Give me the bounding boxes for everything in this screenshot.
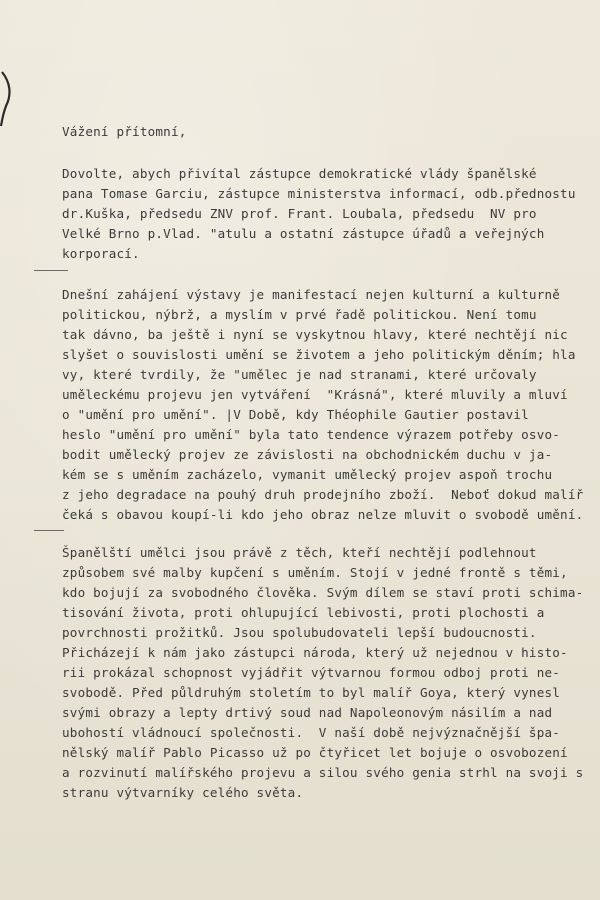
text-line: a rozvinutí malířského projevu a silou svého genia strhl na svoji s	[62, 765, 584, 780]
text-line: politickou, nýbrž, a myslím v prvé řadě politickou. Není tomu	[62, 307, 537, 322]
text-line: rii prokázal schopnost vyjádřit výtvarnou formou odboj proti ne-	[62, 665, 561, 680]
text-line: svobodě. Před půldruhým stoletím to byl malíř Goya, který vynesl	[62, 685, 561, 700]
text-line: způsobem své malby kupčení s uměním. Stojí v jedné frontě s těmi,	[62, 565, 568, 580]
text-line: svými obrazy a lepty drtivý soud nad Napoleonovým násilím a nad	[62, 705, 553, 720]
text-line: Dovolte, abych přivítal zástupce demokratické vlády španělské	[62, 166, 537, 181]
text-line: heslo "umění pro umění" byla tato tendence výrazem potřeby osvo-	[62, 427, 561, 442]
paragraph-separator-rule	[34, 270, 68, 271]
text-line: stranu výtvarníky celého světa.	[62, 785, 304, 800]
text-line: dr.Kuška, předsedu ZNV prof. Frant. Loubala, předsedu NV pro	[62, 206, 537, 221]
text-line: čeká s obavou koupí-li kdo jeho obraz nelze mluvit o svobodě umění.	[62, 507, 584, 522]
text-line: z jeho degradace na pouhý druh prodejního zboží. Neboť dokud malíř	[62, 487, 584, 502]
text-line: Přicházejí k nám jako zástupci národa, který už nejednou v histo-	[62, 645, 568, 660]
text-line: povrchnosti prožitků. Jsou spolubudovateli lepší budoucnosti.	[62, 625, 537, 640]
text-line: ubohostí vládnoucí společnosti. V naší době nejvýznačnější špa-	[62, 725, 561, 740]
text-line: tak dávno, ba ještě i nyní se vyskytnou hlavy, které nechtějí nic	[62, 327, 568, 342]
text-line: vy, které tvrdily, že "umělec je nad stranami, které určovaly	[62, 367, 537, 382]
text-line: Velké Brno p.Vlad. "atulu a ostatní zástupce úřadů a veřejných	[62, 226, 545, 241]
paragraph-separator-rule	[34, 530, 64, 531]
text-line: o "umění pro umění". |V Době, kdy Théophile Gautier postavil	[62, 407, 529, 422]
text-line: tisování života, proti ohlupující lebivosti, proti plochosti a	[62, 605, 545, 620]
text-line: pana Tomase Garciu, zástupce ministerstva informací, odb.přednostu	[62, 186, 576, 201]
text-line: korporací.	[62, 246, 140, 261]
text-line: Dnešní zahájení výstavy je manifestací nejen kulturní a kulturně	[62, 287, 561, 302]
text-line: kdo bojují za svobodného člověka. Svým dílem se staví proti schima-	[62, 585, 584, 600]
greeting: Vážení přítomní,	[62, 124, 187, 139]
text-line: Španělští umělci jsou právě z těch, kteří nechtějí podlehnout	[62, 545, 537, 560]
text-line: bodit umělecký projev ze závislosti na obchodnickém duchu v ja-	[62, 447, 553, 462]
text-line: kém se s uměním zacházelo, vymanit umělecký projev aspoň trochu	[62, 467, 553, 482]
pen-stroke-mark	[0, 68, 14, 128]
text-line: slyšet o souvislosti umění se životem a jeho politickým děním; hla	[62, 347, 576, 362]
text-line: uměleckému projevu jen vytváření "Krásná", které mluvily a mluví	[62, 387, 568, 402]
text-line: nělský malíř Pablo Picasso už po čtyřicet let bojuje o osvobození	[62, 745, 568, 760]
